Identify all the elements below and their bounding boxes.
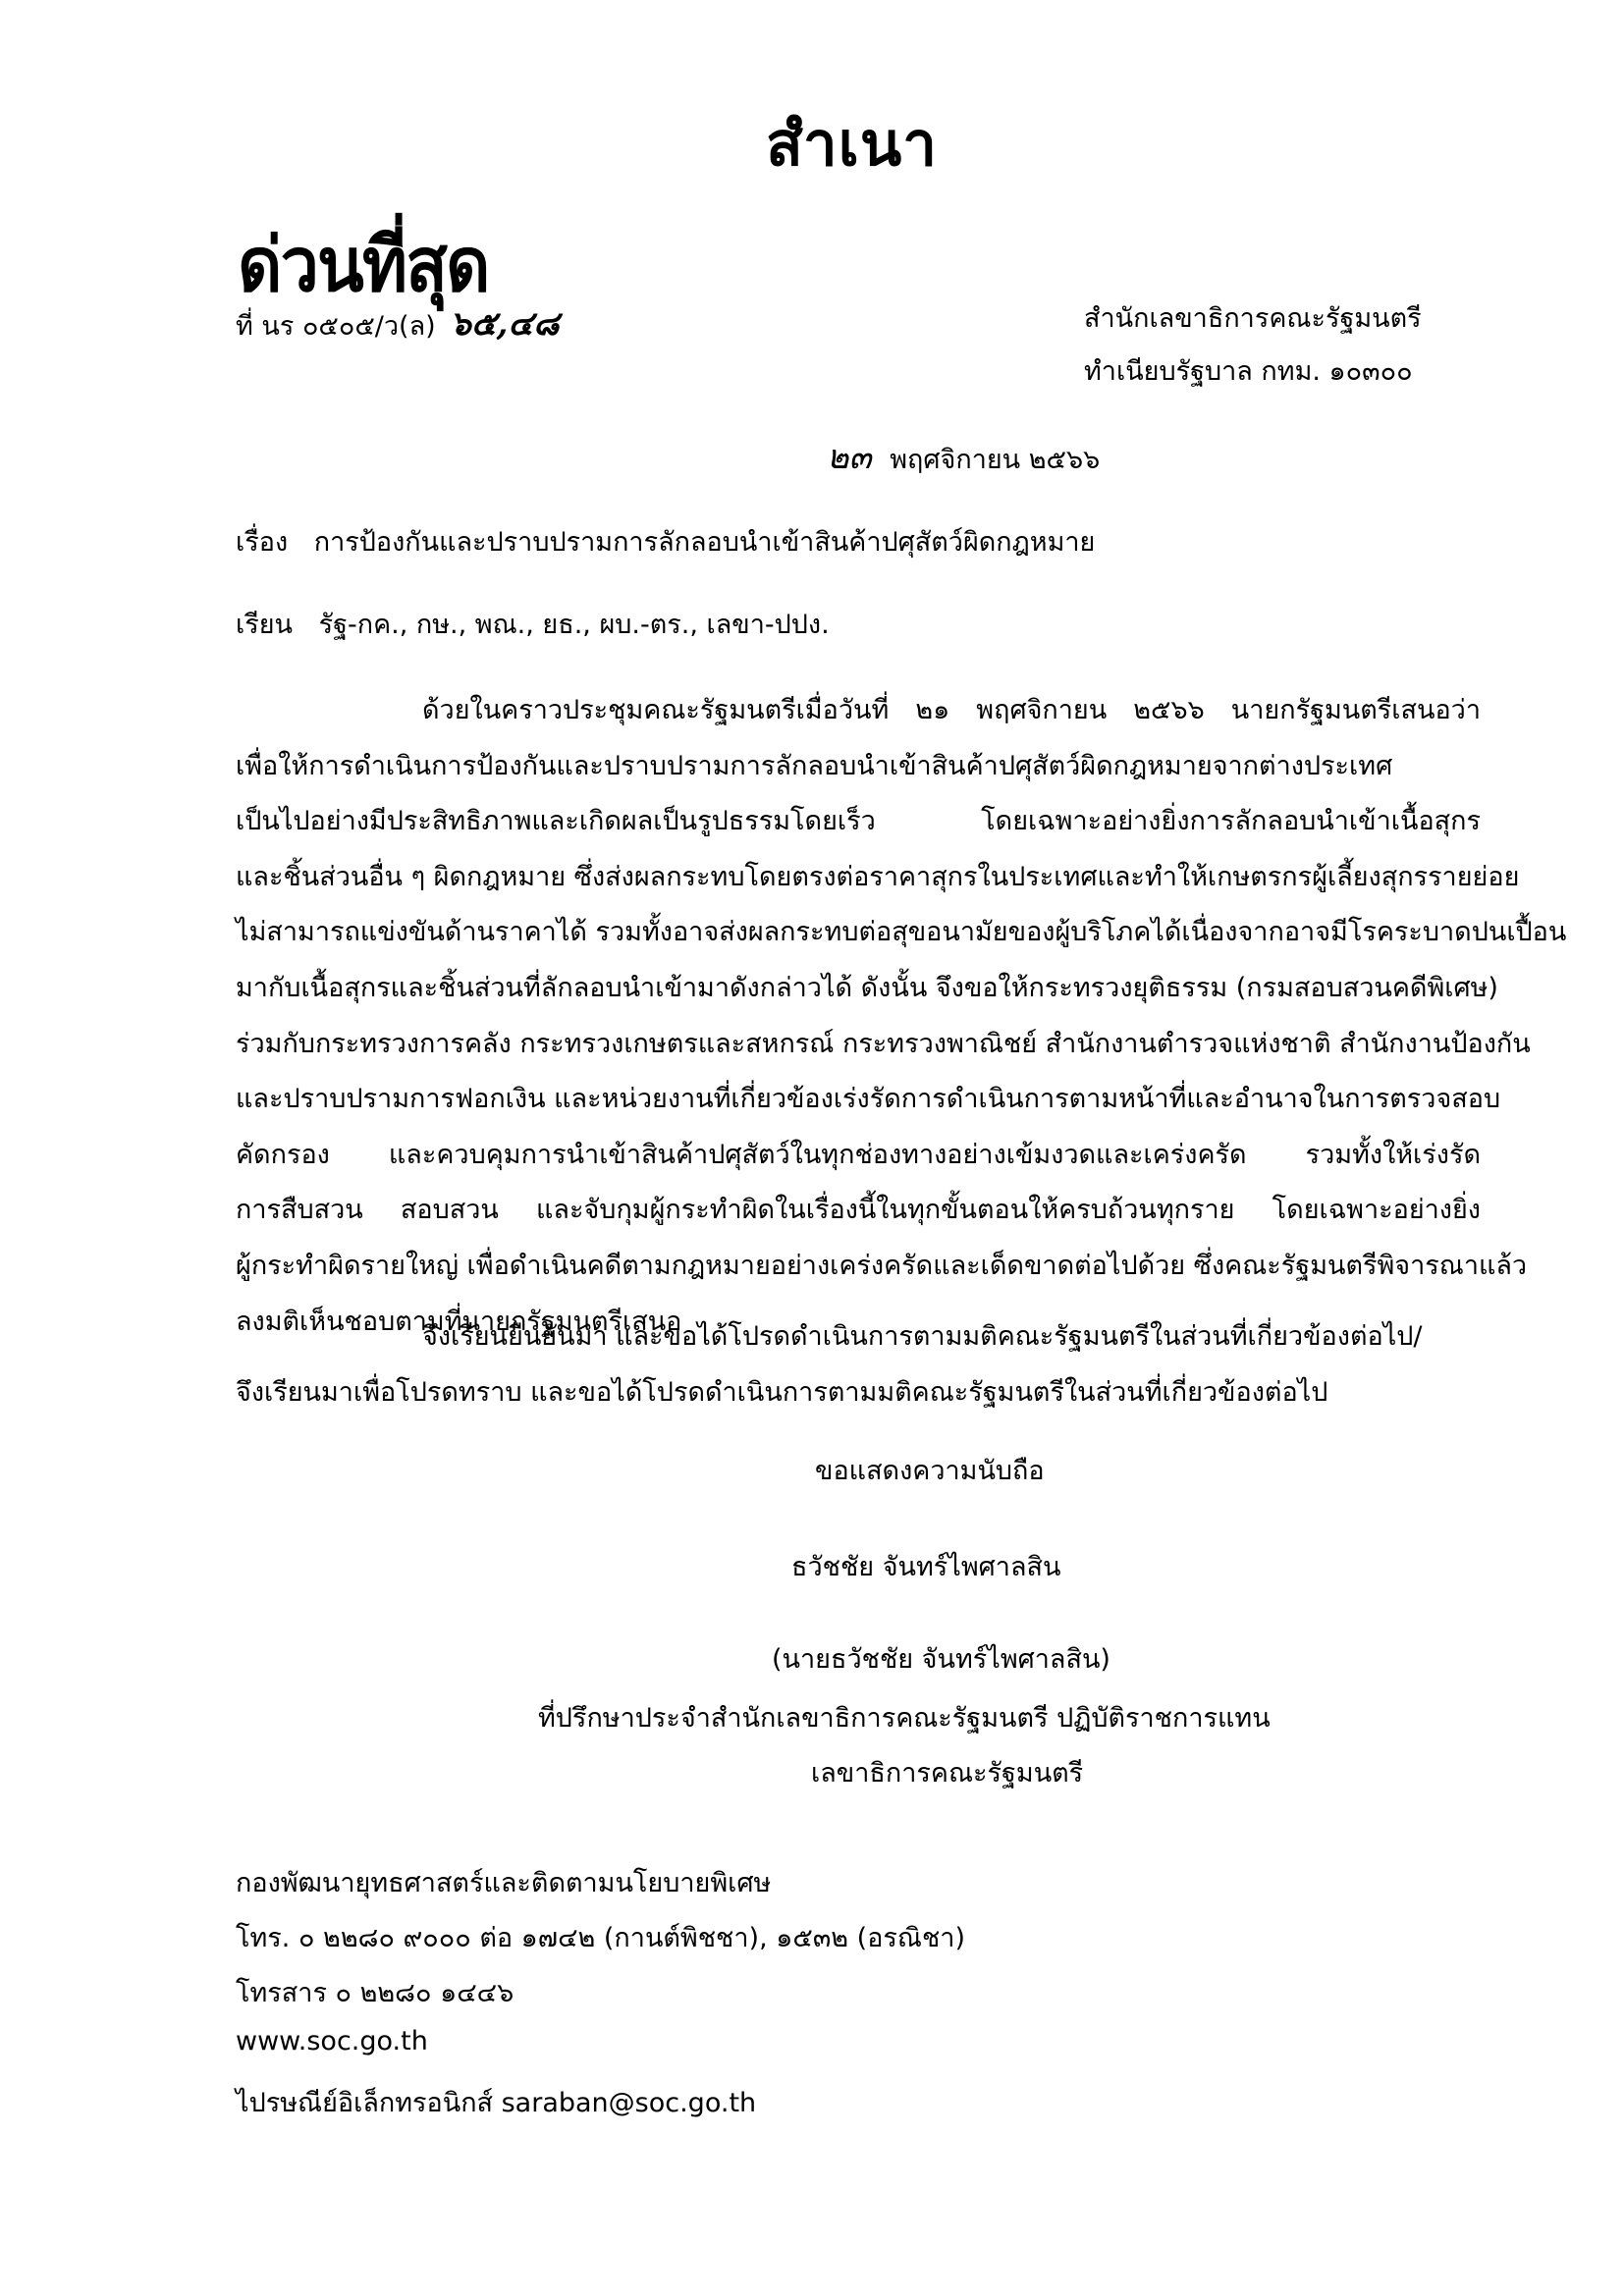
footer-website: www.soc.go.th — [236, 2026, 428, 2056]
document-date — [827, 430, 1100, 483]
paragraph-line: และปราบปรามการฟอกเงิน และหน่วยงานที่เกี่ยวข้องเร่งรัดการดำเนินการตามหน้าที่และอำนาจในการตรวจสอบ — [236, 1084, 1501, 1115]
reference-code: นร ๐๕๐๕/ว(ล) — [261, 311, 436, 342]
signer-position-title: เลขาธิการคณะรัฐมนตรี — [811, 1758, 1084, 1789]
paragraph-line: ร่วมกับกระทรวงการคลัง กระทรวงเกษตรและสหกรณ์ กระทรวงพาณิชย์ สำนักงานตำรวจแห่งชาติ สำนักงานป้องกัน — [236, 1028, 1531, 1059]
reference-label: ที่ — [236, 311, 253, 342]
recipient-label: เรียน — [236, 610, 294, 640]
copy-mark: สำเนา — [766, 108, 939, 180]
recipient-text: รัฐ-กค., กษ., พณ., ยธ., ผบ.-ตร., เลขา-ปปง. — [318, 610, 830, 640]
paragraph-line: มากับเนื้อสุกรและชิ้นส่วนที่ลักลอบนำเข้ามาดังกล่าวได้ ดังนั้น จึงขอให้กระทรวงยุติธรรม (กรมสอบสวนคดีพิเศษ) — [236, 972, 1498, 1003]
paragraph-line: เพื่อให้การดำเนินการป้องกันและปราบปรามการลักลอบนำเข้าสินค้าปศุสัตว์ผิดกฎหมายจากต่างประเทศ — [236, 750, 1393, 781]
paragraph-line: ไม่สามารถแข่งขันด้านราคาได้ รวมทั้งอาจส่งผลกระทบต่อสุขอนามัยของผู้บริโภคได้เนื่องจากอาจมีโรคระบาดปนเปื้อน — [236, 917, 1567, 948]
closing-salutation: ขอแสดงความนับถือ — [815, 1456, 1045, 1486]
paragraph-line: และชิ้นส่วนอื่น ๆ ผิดกฎหมาย ซึ่งส่งผลกระทบโดยตรงต่อราคาสุกรในประเทศและทำให้เกษตรกรผู้เลี้ยงสุกรรายย่อย — [236, 861, 1520, 892]
paragraph-line: ด้วยในคราวประชุมคณะรัฐมนตรีเมื่อวันที่ ๒๑ พฤศจิกายน ๒๕๖๖ นายกรัฐมนตรีเสนอว่า — [422, 695, 1481, 725]
signer-position: ที่ปรึกษาประจำสำนักเลขาธิการคณะรัฐมนตรี ปฏิบัติราชการแทน — [538, 1703, 1271, 1734]
paragraph-line: จึงเรียนยืนยันมา และขอได้โปรดดำเนินการตามมติคณะรัฐมนตรีในส่วนที่เกี่ยวข้องต่อไป/ — [422, 1321, 1423, 1352]
body-paragraph-1 — [236, 683, 1567, 1350]
paragraph-line: คัดกรอง และควบคุมการนำเข้าสินค้าปศุสัตว์ในทุกช่องทางอย่างเข้มงวดและเคร่งครัด รวมทั้งให้เร่งรัด — [236, 1139, 1481, 1170]
subject-label: เรื่อง — [236, 527, 289, 558]
reference-number — [236, 296, 559, 349]
body-paragraph-2 — [236, 1309, 1481, 1420]
month-year: พฤศจิกายน ๒๕๖๖ — [890, 445, 1101, 475]
subject-line — [236, 520, 1095, 562]
handwritten-reference: ๖๕,๔๘ — [450, 304, 560, 344]
urgency-label: ด่วนที่สุด — [238, 221, 489, 308]
signer-name: (นายธวัชชัย จันทร์ไพศาลสิน) — [772, 1644, 1110, 1675]
footer-fax: โทรสาร ๐ ๒๒๘๐ ๑๔๔๖ — [236, 1978, 514, 2008]
footer-email: ไปรษณีย์อิเล็กทรอนิกส์ saraban@soc.go.th — [236, 2088, 757, 2118]
subject-text: การป้องกันและปราบปรามการลักลอบนำเข้าสินค้าปศุสัตว์ผิดกฎหมาย — [313, 527, 1096, 558]
paragraph-line: จึงเรียนมาเพื่อโปรดทราบ และขอได้โปรดดำเนินการตามมติคณะรัฐมนตรีในส่วนที่เกี่ยวข้องต่อไป — [236, 1376, 1328, 1408]
recipient-line — [236, 603, 830, 645]
handwritten-day: ๒๓ — [827, 438, 872, 477]
sender-agency-name: สำนักเลขาธิการคณะรัฐมนตรี — [1084, 303, 1422, 334]
footer-division: กองพัฒนายุทธศาสตร์และติดตามนโยบายพิเศษ — [236, 1868, 772, 1898]
paragraph-line: ผู้กระทำผิดรายใหญ่ เพื่อดำเนินคดีตามกฎหมายอย่างเคร่งครัดและเด็ดขาดต่อไปด้วย ซึ่งคณะรัฐมนตรีพิจารณาแล้ว — [236, 1250, 1528, 1281]
paragraph-line: การสืบสวน สอบสวน และจับกุมผู้กระทำผิดในเรื่องนี้ในทุกขั้นตอนให้ครบถ้วนทุกราย โดยเฉพาะอย่างยิ่ง — [236, 1195, 1481, 1226]
paragraph-line: เป็นไปอย่างมีประสิทธิภาพและเกิดผลเป็นรูปธรรมโดยเร็ว โดยเฉพาะอย่างยิ่งการลักลอบนำเข้าเนื้อสุกร — [236, 806, 1481, 837]
signature: ธวัชชัย จันทร์ไพศาลสิน — [791, 1552, 1061, 1582]
footer-phone: โทร. ๐ ๒๒๘๐ ๙๐๐๐ ต่อ ๑๗๔๒ (กานต์พิชชา), ๑๕๓๒ (อรณิชา) — [236, 1923, 965, 1953]
paragraph-line: ลงมติเห็นชอบตามที่นายกรัฐมนตรีเสนอ — [236, 1306, 682, 1337]
sender-agency-address: ทำเนียบรัฐบาล กทม. ๑๐๓๐๐ — [1084, 356, 1413, 387]
